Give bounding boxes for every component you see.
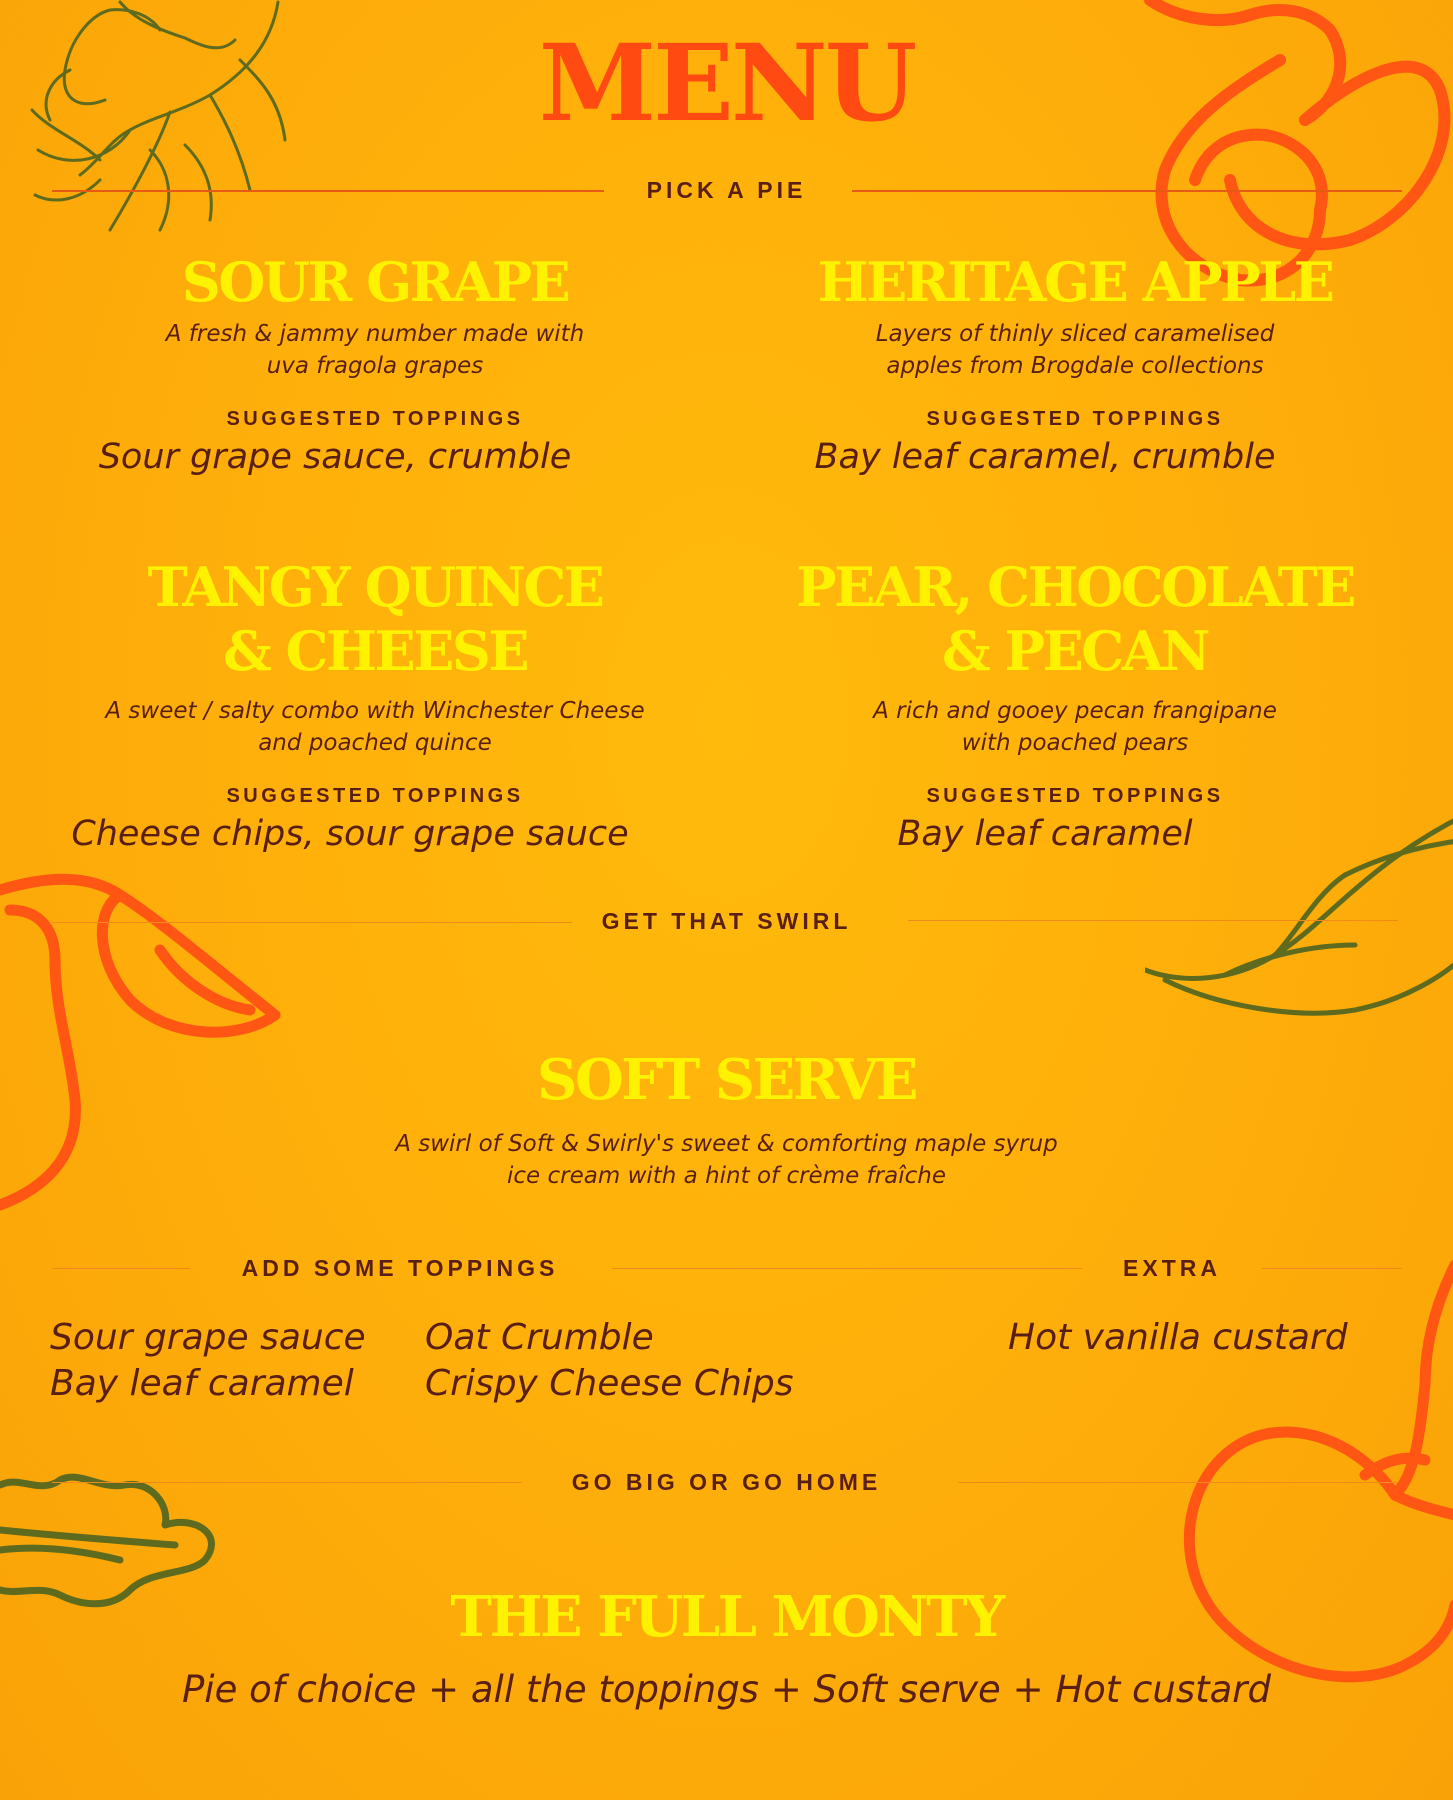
full-monty-description: Pie of choice + all the toppings + Soft serve + Hot custard [181, 1668, 1272, 1711]
extra-item: Hot vanilla custard [1008, 1317, 1348, 1358]
topping-item: Sour grape sauce [50, 1317, 366, 1358]
section-label-swirl: GET THAT SWIRL [601, 908, 852, 934]
menu-title: MENU [538, 20, 915, 145]
suggested-toppings-label: SUGGESTED TOPPINGS [226, 785, 524, 807]
suggested-toppings-text: Sour grape sauce, crumble [98, 437, 572, 477]
divider-line [52, 1268, 190, 1269]
divider-line [612, 1268, 1082, 1269]
pie-name: PEAR, CHOCOLATE & PECAN [796, 555, 1354, 683]
pie-name: HERITAGE APPLE [817, 250, 1333, 314]
suggested-toppings-text: Bay leaf caramel [897, 814, 1193, 854]
section-label-pies: PICK A PIE [646, 177, 807, 203]
pie-item-tangy-quince [50, 555, 700, 854]
pie-description: A rich and gooey pecan frangipane with poached pears [873, 698, 1277, 756]
pie-name: SOUR GRAPE [181, 250, 569, 314]
pie-item-pear-chocolate [750, 555, 1400, 854]
topping-item: Oat Crumble [425, 1317, 654, 1358]
suggested-toppings-text: Cheese chips, sour grape sauce [71, 814, 629, 854]
divider-line [1262, 1268, 1402, 1269]
suggested-toppings-label: SUGGESTED TOPPINGS [926, 408, 1224, 430]
full-monty-name: THE FULL MONTY [450, 1584, 1003, 1650]
pie-item-sour-grape [50, 250, 700, 477]
soft-serve-name: SOFT SERVE [537, 1047, 916, 1113]
extra-label: EXTRA [1123, 1255, 1221, 1281]
add-toppings-label: ADD SOME TOPPINGS [241, 1255, 559, 1281]
topping-item: Crispy Cheese Chips [425, 1363, 794, 1404]
pie-description: Layers of thinly sliced caramelised apples from Brogdale collections [875, 321, 1275, 379]
suggested-toppings-label: SUGGESTED TOPPINGS [226, 408, 524, 430]
pie-description: A fresh & jammy number made with uva fragola grapes [165, 321, 585, 379]
pie-description: A sweet / salty combo with Winchester Cheese and poached quince [105, 698, 645, 756]
topping-item: Bay leaf caramel [50, 1363, 354, 1404]
suggested-toppings-text: Bay leaf caramel, crumble [814, 437, 1276, 477]
soft-serve-description: A swirl of Soft & Swirly's sweet & comforting maple syrup ice cream with a hint of crème fraîche [395, 1131, 1058, 1189]
pie-item-heritage-apple [750, 250, 1400, 477]
pie-name: TANGY QUINCE & CHEESE [147, 555, 603, 683]
suggested-toppings-label: SUGGESTED TOPPINGS [926, 785, 1224, 807]
section-label-gobig: GO BIG OR GO HOME [571, 1469, 882, 1495]
